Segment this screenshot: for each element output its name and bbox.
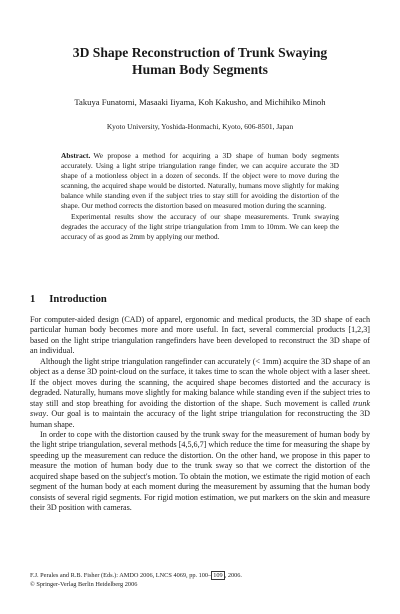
abstract-paragraph-2: Experimental results show the accuracy of our shape measurements. Trunk swaying degrades the accuracy of the light stripe triangulation from 1mm to 10mm. We can keep the accuracy of as good as 2mm by applying our method. <box>61 211 339 241</box>
section-heading <box>30 293 107 307</box>
intro-paragraph-2-start: Although the light stripe triangulation rangefinder can accurately (< 1mm) acquire the 3D shape of an object as a dense 3D point-cloud on the surface, it takes time to scan the whole object with a laser sheet. If the object moves during the scanning, the acquired shape becomes distorted and the accuracy is degraded. Naturally, humans move slightly for making balance while standing even if the subject tries to stay still and stop breathing for avoiding the distortion of the shape. Such movement is called <box>30 356 370 408</box>
page-footer <box>30 572 370 589</box>
intro-paragraph-1: For computer-aided design (CAD) of apparel, ergonomic and medical products, the 3D shape of each particular human body becomes more and more useful. In fact, several commercial products [1,2,3] based on the light stripe triangulation rangefinders have been developed to reconstruct the 3D shape of an individual. <box>30 315 370 356</box>
abstract-label: Abstract. <box>61 151 91 160</box>
title-line-1: 3D Shape Reconstruction of Trunk Swaying <box>72 45 328 60</box>
affiliation: Kyoto University, Yoshida-Honmachi, Kyoto, 606-8501, Japan <box>106 122 294 131</box>
intro-paragraph-2-end: . Our goal is to maintain the accuracy of the light stripe triangulation for reconstructing the 3D human shape. <box>30 409 370 429</box>
intro-paragraph-3: In order to cope with the distortion caused by the trunk sway for the measurement of human body by the light stripe triangulation, several methods [4,5,6,7] which reduce the time for measuring the shape by speeding up the measurement can reduce the distortion. On the other hand, we propose in this paper to measure the motion of human body due to the trunk sway so that we correct the distortion of the acquired shape based on the subject's motion. To obtain the motion, we estimate the rigid motion of each segment of the human body at each moment during the measurement by assuming that the human body consists of several rigid segments. For rigid motion estimation, we put markers on the skin and measure their 3D position with cameras. <box>30 429 370 513</box>
citation-text: F.J. Perales and R.B. Fisher (Eds.): AMDO 2006, LNCS 4069, pp. 100– <box>30 572 212 579</box>
abstract <box>61 151 339 242</box>
intro-paragraph-2 <box>30 357 370 430</box>
introduction-body <box>30 315 370 514</box>
footer-copyright: © Springer-Verlag Berlin Heidelberg 2006 <box>30 580 138 588</box>
abstract-text-1: We propose a method for acquiring a 3D shape of human body segments accurately. Using a light stripe triangulation range finder, we can acquire accurate the 3D shape of a motionless object in a dozen of seconds. If the object were to move during the scanning, the acquired shape would be distorted. Naturally, humans move slightly for making balance while standing even if the subject tries to stay still for avoiding the distortion of the shape. Our method corrects the distortion based on measured motion during the scanning. <box>61 151 339 211</box>
citation-year: , 2006. <box>224 572 243 579</box>
citation-page-link[interactable]: 109 <box>213 572 223 579</box>
title-line-2: Human Body Segments <box>132 62 268 77</box>
abstract-paragraph-1 <box>61 151 339 212</box>
term-trunk-sway: trunk sway <box>30 398 370 419</box>
section-title: Introduction <box>49 294 107 305</box>
section-number: 1 <box>30 294 36 305</box>
author-list: Takuya Funatomi, Masaaki Iiyama, Koh Kakusho, and Michihiko Minoh <box>74 97 326 107</box>
footer-citation <box>30 572 370 581</box>
paper-title <box>30 44 370 78</box>
